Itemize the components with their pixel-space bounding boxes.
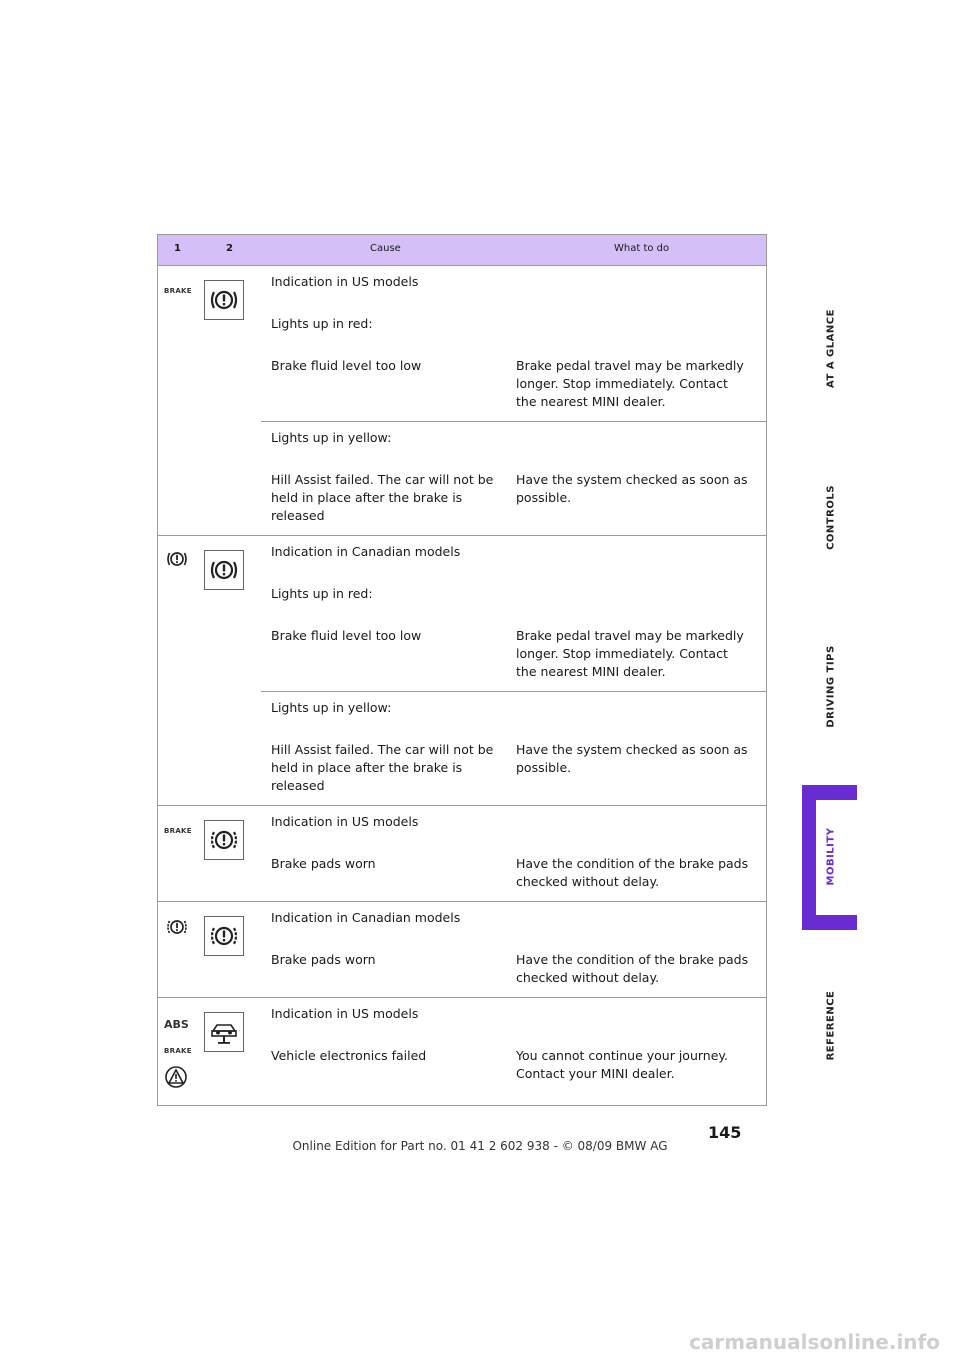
header-col-2: 2 [226, 243, 233, 254]
lights-up-text: Lights up in red: [271, 316, 373, 331]
cause-text: Brake pads worn [271, 856, 376, 871]
table-subrow [261, 422, 766, 535]
side-tab-mobility[interactable]: MOBILITY [825, 827, 837, 886]
what-to-do-text: Have the system checked as soon as possible. [516, 472, 748, 505]
table-header [158, 235, 766, 266]
side-tab-reference[interactable]: REFERENCE [825, 990, 837, 1061]
side-tab-at-a-glance[interactable]: AT A GLANCE [825, 309, 837, 388]
brake-warning-icon [204, 550, 244, 590]
cause-text: Hill Assist failed. The car will not be held in place after the brake is released [271, 472, 494, 523]
header-col-1: 1 [174, 243, 181, 254]
warning-lamp-table [157, 234, 767, 1106]
table-group [158, 902, 766, 998]
side-tab-driving-tips[interactable]: DRIVING TIPS [825, 645, 837, 728]
cause-text: Brake fluid level too low [271, 628, 422, 643]
brake-warning-small-icon [164, 550, 190, 572]
watermark: carmanualsonline.info [689, 1330, 940, 1354]
side-tab-controls[interactable]: CONTROLS [825, 485, 837, 550]
brake-text-icon: BRAKE [164, 1047, 192, 1055]
cause-text: Vehicle electronics failed [271, 1048, 427, 1063]
indication-text: Indication in US models [271, 1006, 419, 1021]
indication-text: Indication in Canadian models [271, 910, 461, 925]
header-what-to-do: What to do [614, 243, 670, 254]
table-subrow [261, 536, 766, 692]
footer-text: Online Edition for Part no. 01 41 2 602 938 - © 08/09 BMW AG [292, 1139, 668, 1153]
table-group [158, 266, 766, 536]
page-number: 145 [708, 1123, 742, 1142]
table-group [158, 998, 766, 1105]
brake-pads-small-icon [164, 918, 190, 940]
indication-text: Indication in Canadian models [271, 544, 461, 559]
table-group [158, 536, 766, 806]
indication-text: Indication in US models [271, 814, 419, 829]
abs-text-icon: ABS [164, 1018, 189, 1031]
cause-text: Brake pads worn [271, 952, 376, 967]
brake-warning-icon [204, 280, 244, 320]
what-to-do-text: Have the condition of the brake pads checked without delay. [516, 856, 749, 889]
what-to-do-text: Brake pedal travel may be markedly longer. Stop immediately. Contact the nearest MINI dealer. [516, 628, 744, 679]
brake-pads-icon [204, 820, 244, 860]
what-to-do-text: Have the system checked as soon as possible. [516, 742, 748, 775]
brake-pads-icon [204, 916, 244, 956]
lights-up-text: Lights up in red: [271, 586, 373, 601]
what-to-do-text: You cannot continue your journey. Contact your MINI dealer. [516, 1048, 728, 1081]
table-subrow [261, 902, 766, 997]
table-subrow [261, 998, 766, 1093]
lights-up-text: Lights up in yellow: [271, 430, 392, 445]
header-cause: Cause [370, 243, 401, 254]
cause-text: Hill Assist failed. The car will not be held in place after the brake is released [271, 742, 494, 793]
side-navigation [800, 0, 860, 1358]
table-group [158, 806, 766, 902]
what-to-do-text: Brake pedal travel may be markedly longer. Stop immediately. Contact the nearest MINI dealer. [516, 358, 744, 409]
brake-text-icon: BRAKE [164, 287, 192, 295]
warning-triangle-icon [164, 1066, 188, 1092]
indication-text: Indication in US models [271, 274, 419, 289]
lights-up-text: Lights up in yellow: [271, 700, 392, 715]
table-subrow [261, 692, 766, 805]
table-subrow [261, 806, 766, 901]
cause-text: Brake fluid level too low [271, 358, 422, 373]
brake-text-icon: BRAKE [164, 827, 192, 835]
table-subrow [261, 266, 766, 422]
vehicle-electronics-icon [204, 1012, 244, 1052]
what-to-do-text: Have the condition of the brake pads checked without delay. [516, 952, 749, 985]
